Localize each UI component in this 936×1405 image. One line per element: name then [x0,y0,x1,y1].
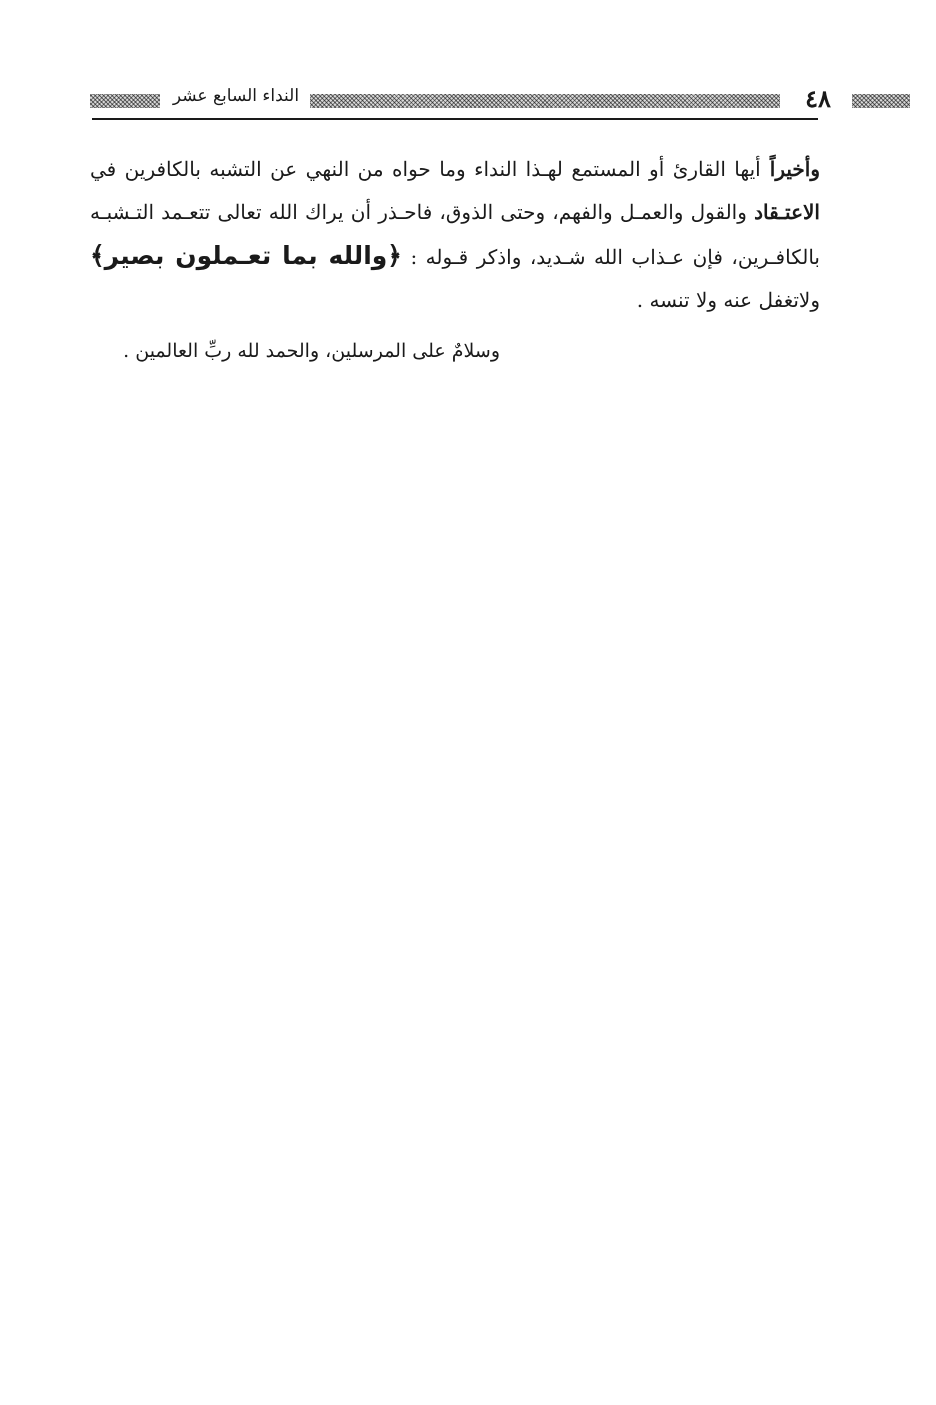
main-paragraph [90,148,820,322]
text-segment: الاعتـقاد [754,200,820,224]
quran-verse: ﴿والله بما تعـملون بصير﴾ [90,241,402,270]
page-number: ٤٨ [805,84,831,113]
closing-line: وسلامٌ على المرسلين، والحمد لله ربِّ العالمين . [123,340,500,362]
header-ornament-middle [310,94,780,108]
text-segment: أيها القارئ أو المستمع لهـذا النداء وما حواه من النهي عن التشبه بالكافرين في [90,157,761,181]
header-ornament-right [852,94,910,108]
text-segment: وأخيراً [760,157,820,181]
text-segment: والقول والعمـل والفهم، وحتى الذوق، فاحـذر أن يراك الله تعالى تتعـمد التـشبـه بالكافـرين، فإن عـذاب الله شـديد، واذكر قـوله : [90,200,820,269]
running-title: النداء السابع عشر [172,86,300,106]
header-rule [92,118,818,120]
text-segment: ولاتغفل عنه ولا تنسه . [636,288,820,312]
page-header [90,84,831,118]
paragraph-text [90,148,820,322]
header-ornament-left [90,94,160,108]
